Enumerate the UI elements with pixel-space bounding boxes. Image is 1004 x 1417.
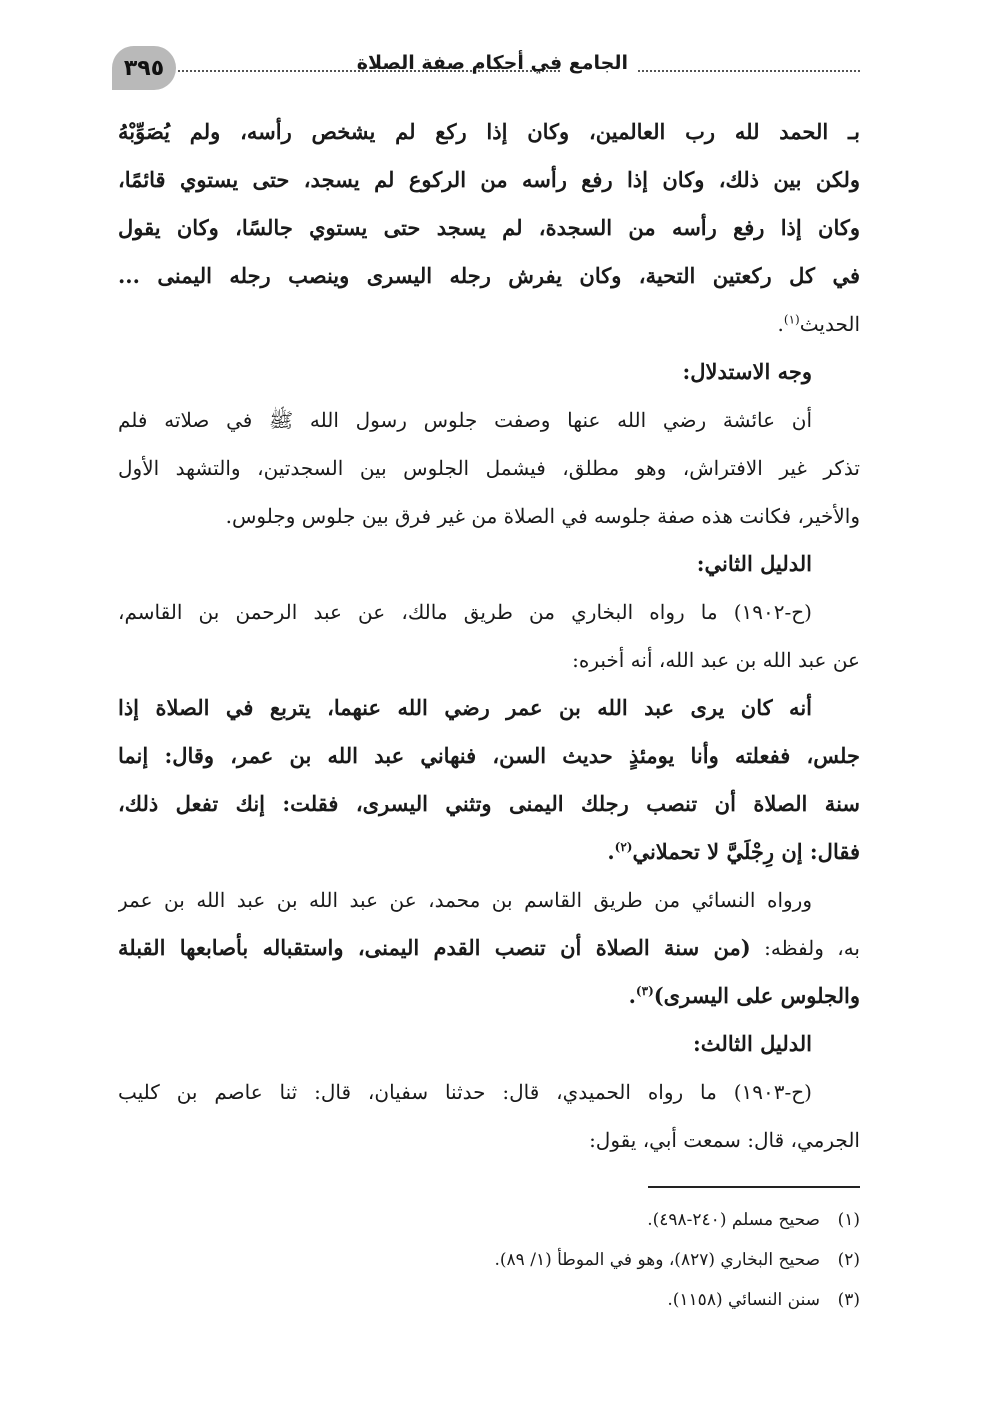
text-line: (ح-١٩٠٢) ما رواه البخاري من طريق مالك، عن عبد الرحمن بن القاسم، [118,600,812,624]
footnote-ref: (٢) [614,840,633,854]
text-line: ولكن بين ذلك، وكان إذا رفع رأسه من الركوع لم يسجد، حتى يستوي قائمًا، [118,167,860,192]
page-header [112,38,860,98]
text-line: سنة الصلاة أن تنصب رجلك اليمنى وتثني اليسرى، فقلت: إنك تفعل ذلك، [118,791,860,816]
text-line: تذكر غير الافتراش، وهو مطلق، فيشمل الجلوس بين السجدتين، والتشهد الأول [118,456,860,480]
footnote: (١)صحيح مسلم (٢٤٠-٤٩٨). [647,1210,860,1230]
section-heading: الدليل الثاني: [696,551,812,576]
header-dotted-rule-right [638,70,860,72]
page-number-badge [112,46,176,90]
text-line: (ح-١٩٠٣) ما رواه الحميدي، قال: حدثنا سفيان، قال: ثنا عاصم بن كليب [118,1080,812,1104]
text-line: عن عبد الله بن عبد الله، أنه أخبره: [572,648,860,672]
text-line: في كل ركعتين التحية، وكان يفرش رجله اليسرى وينصب رجله اليمنى ... [118,263,860,288]
footnote-separator [648,1186,860,1188]
text-line: وكان إذا رفع رأسه من السجدة، لم يسجد حتى يستوي جالسًا، وكان يقول [118,215,860,240]
text-line: أن عائشة رضي الله عنها وصفت جلوس رسول الله ﷺ في صلاته فلم [118,408,812,432]
section-heading: الدليل الثالث: [693,1031,812,1056]
text-line: الجرمي، قال: سمعت أبي، يقول: [589,1128,860,1152]
footnote-ref: (١) [783,312,800,327]
text-line: ورواه النسائي من طريق القاسم بن محمد، عن عبد الله بن عبد الله بن عمر [118,888,812,912]
text-line: والأخير، فكانت هذه صفة جلوسه في الصلاة من غير فرق بين جلوس وجلوس. [225,504,860,528]
section-heading: وجه الاستدلال: [682,359,812,384]
text-line: الحديث$^{(١)}$. [777,312,860,336]
text-line: والجلوس على اليسرى)$^{(٣)}$. [628,983,860,1008]
running-title: الجامع في أحكام صفة الصلاة [356,52,628,74]
text-line: فقال: إن رِجْلَيَّ لا تحملاني$^{(٢)}$. [607,839,860,864]
footnote-ref: (٣) [635,984,654,998]
text-line: أنه كان يرى عبد الله بن عمر رضي الله عنهما، يتربع في الصلاة إذا [118,695,812,720]
footnote: (٣)سنن النسائي (١١٥٨). [667,1290,860,1310]
footnote: (٢)صحيح البخاري (٨٢٧)، وهو في الموطأ (١/ ٨٩). [494,1250,860,1270]
text-line: بـ الحمد لله رب العالمين، وكان إذا ركع لم يشخص رأسه، ولم يُصَوِّبْهُ [118,119,860,144]
text-line: به، ولفظه: (من سنة الصلاة أن تنصب القدم اليمنى، واستقباله بأصابعها القبلة [118,935,860,960]
text-line: جلس، ففعلته وأنا يومئذٍ حديث السن، فنهاني عبد الله بن عمر، وقال: إنما [118,743,860,768]
page-number: ٣٩٥ [123,55,165,81]
footnotes [495,1200,861,1320]
main-text [118,108,860,1164]
